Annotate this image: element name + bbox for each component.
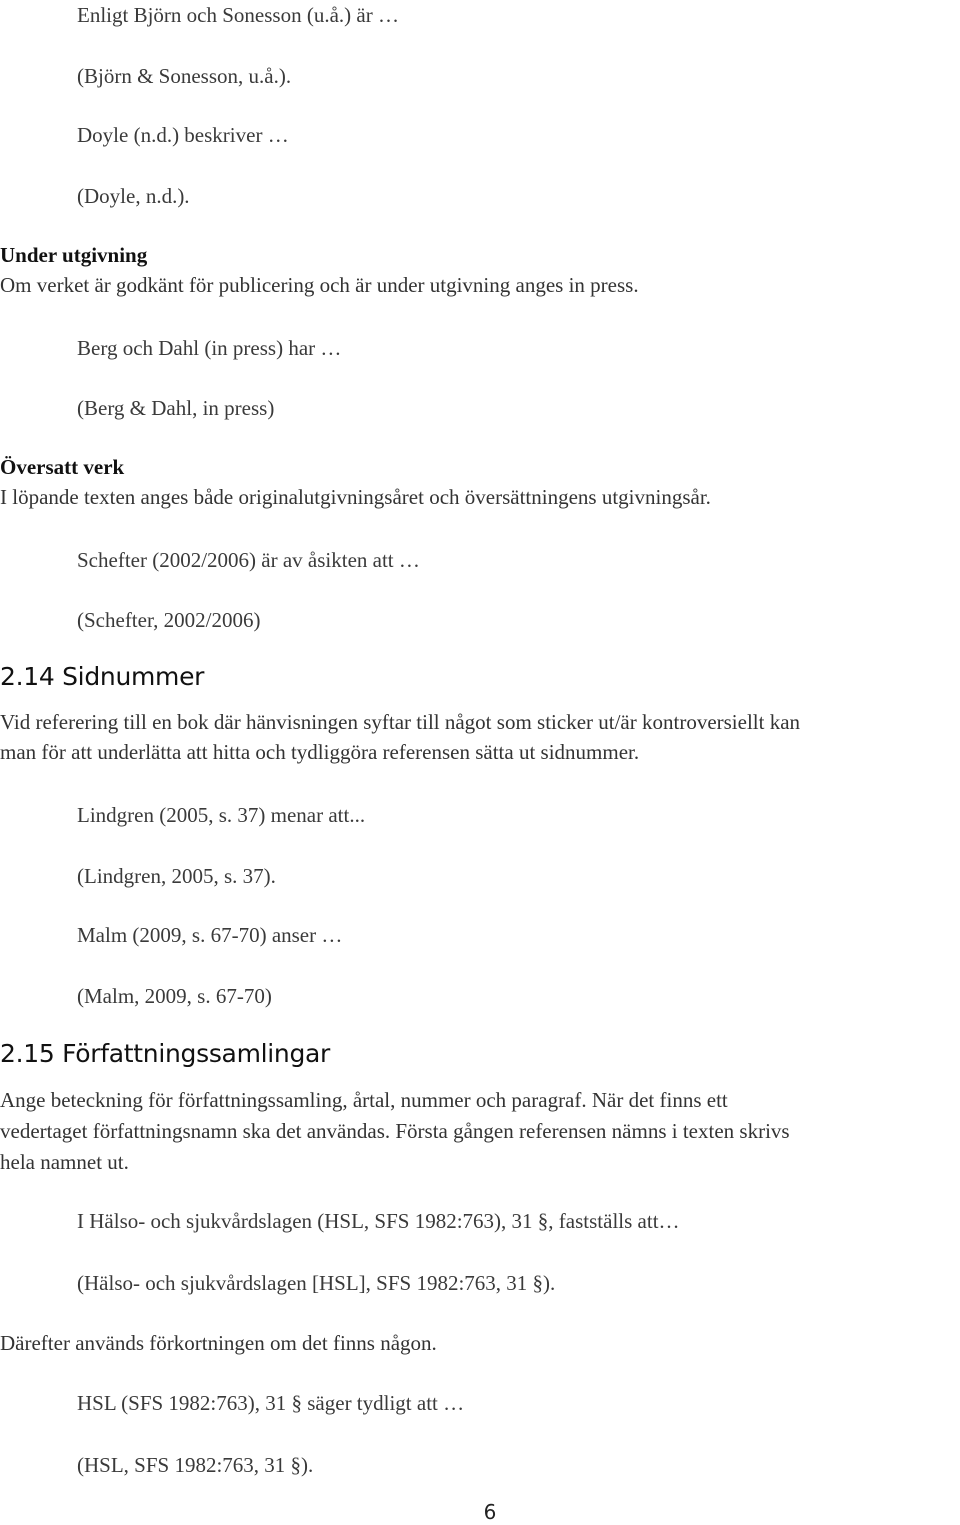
body-text: Ange beteckning för författningssamling, årtal, nummer och paragraf. När det finns ett xyxy=(0,1088,728,1112)
subheading-oversatt-verk: Översatt verk xyxy=(0,455,125,479)
example-text: Enligt Björn och Sonesson (u.å.) är … xyxy=(77,3,399,27)
example-text: (Hälso- och sjukvårdslagen [HSL], SFS 1982:763, 31 §). xyxy=(77,1271,556,1295)
example-text: Lindgren (2005, s. 37) menar att... xyxy=(77,803,366,827)
example-text: Berg och Dahl (in press) har … xyxy=(77,336,342,360)
page-number: 6 xyxy=(483,1500,497,1524)
section-heading-2-15: 2.15 Författningssamlingar xyxy=(0,1039,331,1068)
body-text: Om verket är godkänt för publicering och är under utgivning anges in press. xyxy=(0,273,639,297)
example-text: I Hälso- och sjukvårdslagen (HSL, SFS 1982:763), 31 §, fastställs att… xyxy=(77,1209,680,1233)
example-text: (Björn & Sonesson, u.å.). xyxy=(77,64,292,88)
example-text: (Schefter, 2002/2006) xyxy=(77,608,261,632)
example-text: Schefter (2002/2006) är av åsikten att … xyxy=(77,548,420,572)
body-text: Därefter används förkortningen om det finns någon. xyxy=(0,1331,437,1355)
body-text: Vid referering till en bok där hänvisningen syftar till något som sticker ut/är kontroversiellt kan xyxy=(0,710,801,734)
section-heading-2-14: 2.14 Sidnummer xyxy=(0,662,205,691)
example-text: (Berg & Dahl, in press) xyxy=(77,396,275,420)
body-text: man för att underlätta att hitta och tydliggöra referensen sätta ut sidnummer. xyxy=(0,740,640,764)
example-text: (HSL, SFS 1982:763, 31 §). xyxy=(77,1453,314,1477)
example-text: (Lindgren, 2005, s. 37). xyxy=(77,864,276,888)
example-text: (Doyle, n.d.). xyxy=(77,184,190,208)
subheading-under-utgivning: Under utgivning xyxy=(0,243,148,267)
body-text: hela namnet ut. xyxy=(0,1150,129,1174)
example-text: (Malm, 2009, s. 67-70) xyxy=(77,984,272,1008)
example-text: HSL (SFS 1982:763), 31 § säger tydligt att … xyxy=(77,1391,465,1415)
example-text: Malm (2009, s. 67-70) anser … xyxy=(77,923,343,947)
example-text: Doyle (n.d.) beskriver … xyxy=(77,123,289,147)
body-text: I löpande texten anges både originalutgivningsåret och översättningens utgivningsår. xyxy=(0,485,711,509)
body-text: vedertaget författningsnamn ska det användas. Första gången referensen nämns i texten skrivs xyxy=(0,1119,790,1143)
